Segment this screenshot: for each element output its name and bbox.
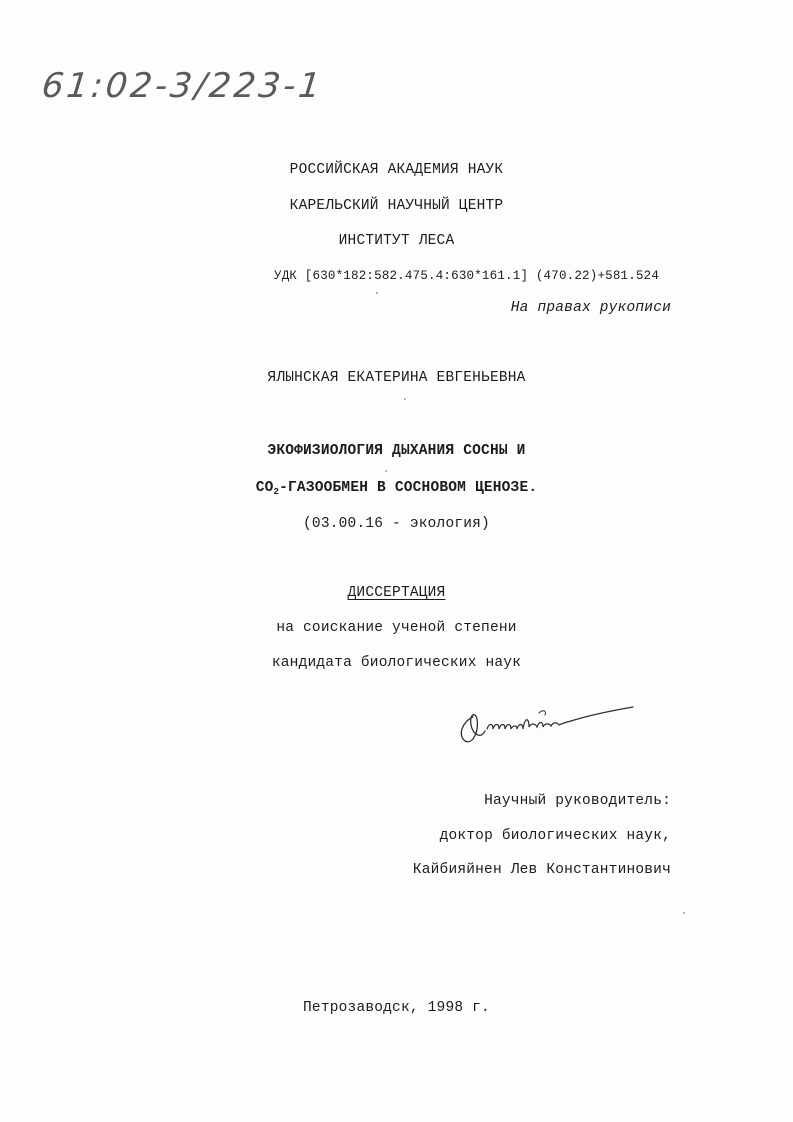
dissertation-label: ДИССЕРТАЦИЯ (347, 585, 446, 601)
title-co-prefix: CO (255, 480, 274, 496)
scan-speck (404, 398, 406, 400)
author-name: ЯЛЫНСКАЯ ЕКАТЕРИНА ЕВГЕНЬЕВНА (267, 370, 526, 386)
specialty-code: (03.00.16 - экология) (303, 516, 490, 532)
supervisor-name: Кайбияйнен Лев Константинович (412, 862, 671, 878)
city-year: Петрозаводск, 1998 г. (303, 1000, 490, 1016)
title-co-subscript: 2 (273, 487, 280, 497)
title-line-2 (0, 480, 793, 497)
institute-heading: ИНСТИТУТ ЛЕСА (338, 233, 455, 249)
center-heading: КАРЕЛЬСКИЙ НАУЧНЫЙ ЦЕНТР (289, 198, 504, 214)
udk-code: УДК [630*182:582.475.4:630*161.1] (470.22)+581.524 (274, 269, 660, 283)
title-line-2-rest: -ГАЗООБМЕН В СОСНОВОМ ЦЕНОЗЕ. (279, 480, 538, 496)
academy-heading: РОССИЙСКАЯ АКАДЕМИЯ НАУК (289, 162, 504, 178)
degree-line-2: кандидата биологических наук (271, 655, 522, 671)
rights-note: На правах рукописи (510, 300, 671, 316)
supervisor-label: Научный руководитель: (484, 793, 671, 809)
scan-speck (683, 912, 685, 914)
degree-line-1: на соискание ученой степени (276, 620, 517, 636)
scan-speck (376, 292, 378, 294)
handwritten-signature (455, 695, 640, 750)
scan-speck (385, 470, 387, 472)
title-line-1: ЭКОФИЗИОЛОГИЯ ДЫХАНИЯ СОСНЫ И (267, 443, 526, 459)
archive-stamp: 61:02-3/223-1 (39, 66, 326, 106)
supervisor-degree: доктор биологических наук, (439, 828, 671, 844)
